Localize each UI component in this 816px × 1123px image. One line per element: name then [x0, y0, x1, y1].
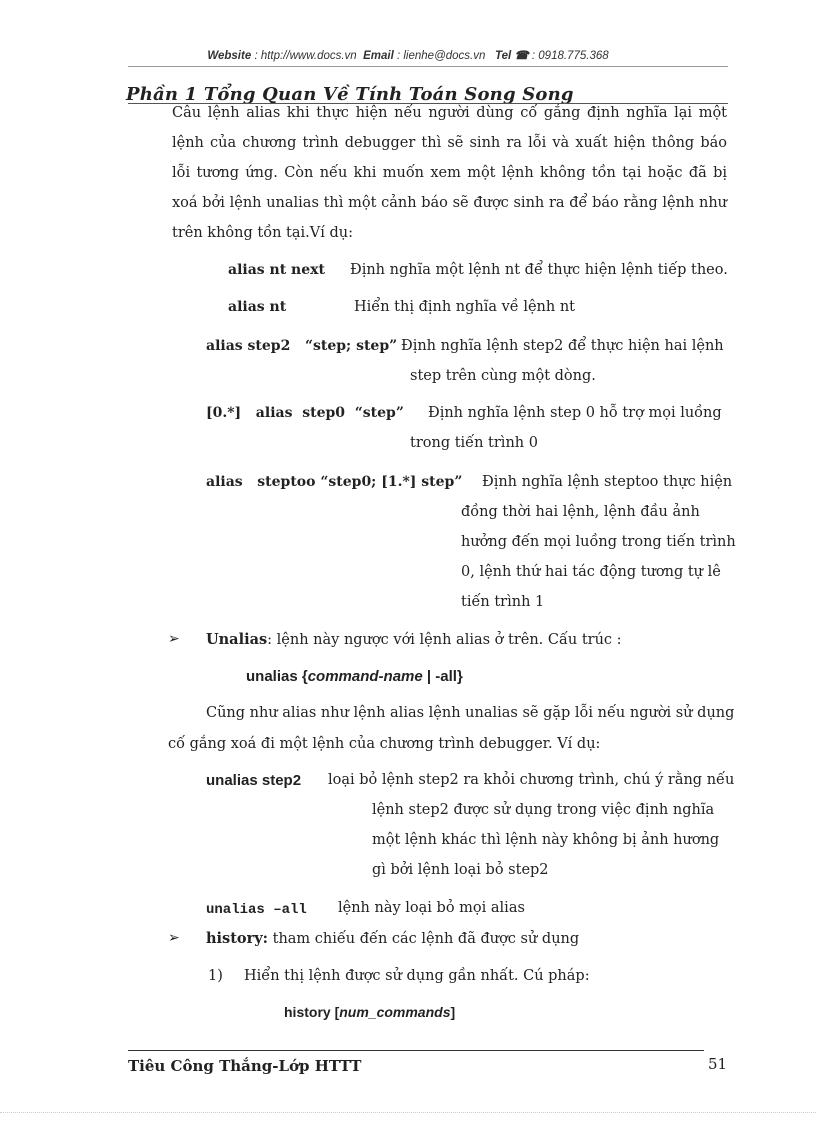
example-1-command: alias nt next: [228, 262, 325, 278]
example-2-command: alias nt: [228, 299, 287, 315]
unalias-syntax-start: unalias {: [246, 668, 308, 685]
example-4-description-line1: Định nghĩa lệnh step 0 hỗ trợ mọi luồng: [428, 405, 722, 421]
page-number: 51: [708, 1055, 728, 1073]
unalias-example-2-description: lệnh này loại bỏ mọi alias: [338, 900, 525, 916]
unalias-example-1-description-line3: một lệnh khác thì lệnh này không bị ảnh hương: [372, 832, 720, 848]
history-heading: [206, 930, 579, 947]
example-5-description-line3: hưởng đến mọi luồng trong tiến trình: [461, 534, 736, 550]
unalias-heading: [206, 631, 622, 648]
website-header: [0, 48, 816, 62]
example-3-description-line1: Định nghĩa lệnh step2 để thực hiện hai lệnh: [401, 338, 724, 354]
example-5-command: alias steptoo “step0; [1.*] step”: [206, 474, 463, 490]
tel-label: Tel ☎: [494, 50, 529, 62]
footer-rule: [128, 1050, 704, 1051]
unalias-bullet-arrow-icon: ➢: [168, 631, 180, 647]
tel-value: : 0918.775.368: [531, 50, 609, 62]
example-5-description-line1: Định nghĩa lệnh steptoo thực hiện: [482, 474, 733, 490]
history-syntax-start: history [: [284, 1004, 340, 1020]
history-syntax-param: num_commands: [339, 1004, 451, 1020]
example-1-description: Định nghĩa một lệnh nt để thực hiện lệnh tiếp theo.: [350, 262, 728, 278]
unalias-example-1-description-line2: lệnh step2 được sử dụng trong việc định nghĩa: [372, 802, 715, 818]
example-3-description-line2: step trên cùng một dòng.: [410, 368, 596, 384]
footer-author: Tiêu Công Thắng-Lớp HTTT: [128, 1057, 362, 1075]
example-3-command: alias step2 “step; step”: [206, 338, 398, 354]
example-2-description: Hiển thị định nghĩa về lệnh nt: [354, 299, 576, 315]
unalias-paragraph-line1: Cũng như alias như lệnh alias lệnh unalias sẽ gặp lỗi nếu người sử dụng: [206, 705, 735, 721]
chapter-title: Phần 1 Tổng Quan Về Tính Toán Song Song: [126, 84, 574, 105]
history-item-1-number: 1): [208, 968, 223, 984]
history-description: tham chiếu đến các lệnh đã được sử dụng: [268, 931, 580, 947]
example-5-description-line2: đồng thời hai lệnh, lệnh đầu ảnh: [461, 504, 700, 520]
unalias-example-1-description-line1: loại bỏ lệnh step2 ra khỏi chương trình, chú ý rằng nếu: [328, 772, 735, 788]
unalias-syntax: [246, 668, 463, 685]
history-syntax: [284, 1004, 455, 1020]
example-4-command: [0.*] alias step0 “step”: [206, 405, 404, 421]
email-label: Email: [363, 50, 394, 62]
unalias-paragraph-line2: cố gắng xoá đi một lệnh của chương trình debugger. Ví dụ:: [168, 736, 601, 752]
unalias-syntax-param: command-name: [307, 668, 423, 685]
website-label: Website: [207, 50, 252, 62]
header-rule: [128, 66, 728, 67]
unalias-example-1-command: unalias step2: [206, 772, 302, 789]
intro-paragraph: Câu lệnh alias khi thực hiện nếu người dùng cố gắng định nghĩa lại một lệnh của chương trình debugger thì sẽ sinh ra lỗi và xuất hiện thông báo lỗi tương ứng. Còn nếu khi muốn xem một lệnh không tồn tại hoặc đã bị xoá bởi lệnh unalias thì một cảnh báo sẽ được sinh ra để báo rằng lệnh như trên không tồn tại.Ví dụ:: [172, 105, 727, 241]
example-5-description-line4: 0, lệnh thứ hai tác động tương tự lê: [461, 564, 721, 580]
email-value: : lienhe@docs.vn: [396, 50, 486, 62]
unalias-description: : lệnh này ngược với lệnh alias ở trên. Cấu trúc :: [267, 632, 622, 648]
website-url: : http://www.docs.vn: [254, 50, 357, 62]
page-bottom-dotted-border: [0, 1112, 816, 1113]
example-4-description-line2: trong tiến trình 0: [410, 435, 538, 451]
example-5-description-line5: tiến trình 1: [461, 594, 545, 610]
history-term: history:: [206, 930, 269, 947]
unalias-term: Unalias: [206, 631, 268, 648]
unalias-example-1-description-line4: gì bởi lệnh loại bỏ step2: [372, 862, 549, 878]
unalias-example-2-command: unalias –all: [206, 902, 307, 918]
unalias-syntax-end: | -all}: [422, 668, 463, 685]
history-item-1-text: Hiển thị lệnh được sử dụng gần nhất. Cú pháp:: [244, 968, 590, 984]
history-syntax-end: ]: [450, 1004, 456, 1020]
history-bullet-arrow-icon: ➢: [168, 930, 180, 946]
